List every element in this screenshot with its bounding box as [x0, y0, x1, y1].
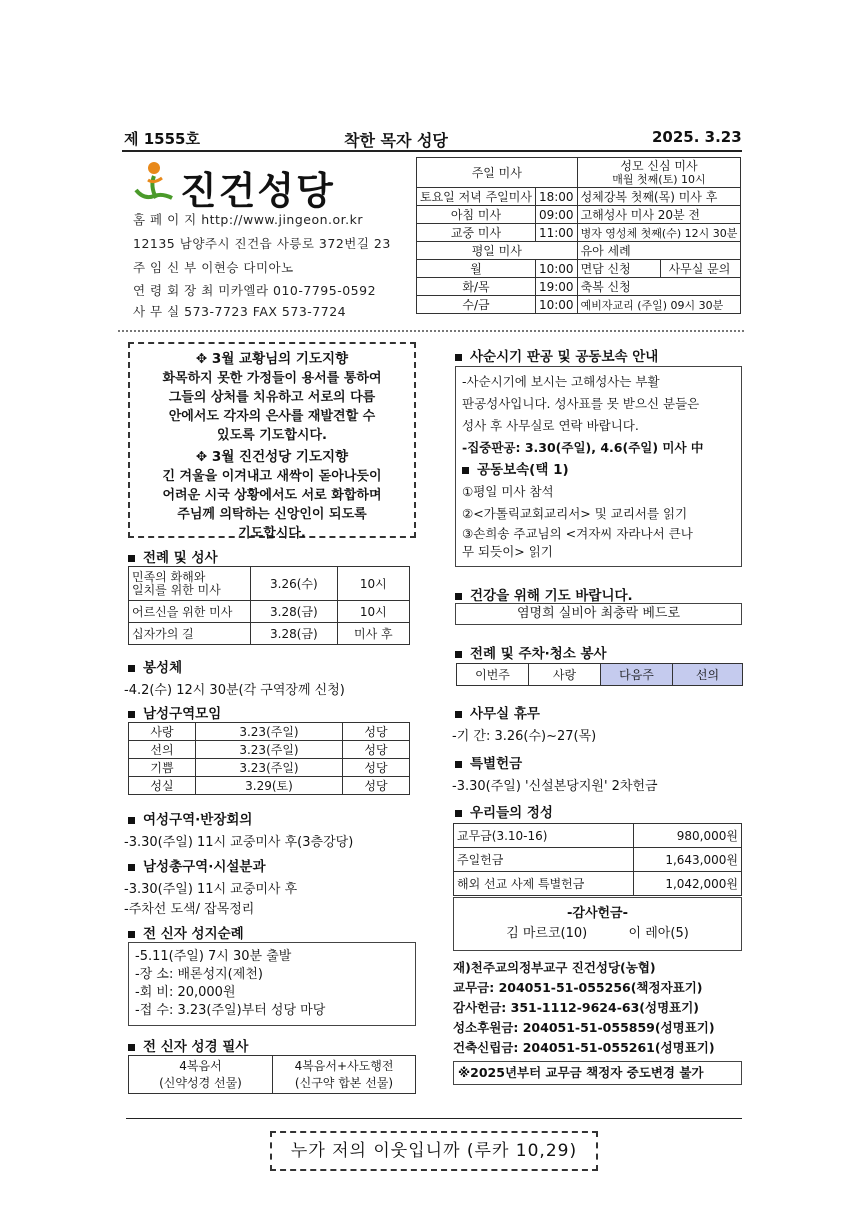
parking-table [456, 663, 743, 686]
penance-box [455, 366, 742, 567]
bible-option-nt: 4복음서 (신약성경 선물) [129, 1056, 273, 1094]
section-title-penance: 사순시기 판공 및 공동보속 안내 [455, 345, 658, 365]
liturgy-time: 10시 [337, 567, 409, 601]
weekday-day: 수/금 [417, 296, 536, 314]
logo-text: 진건성당 [180, 169, 335, 213]
bank-info [453, 958, 715, 1058]
prayer-line: 있도록 기도합시다. [217, 428, 327, 443]
weekday-time: 19:00 [535, 278, 577, 296]
liturgy-date: 3.28(금) [251, 601, 338, 623]
district-place: 성당 [343, 723, 410, 741]
parking-next-week-label: 다음주 [601, 664, 673, 686]
prayer-line: 기도합시다. [238, 526, 306, 541]
liturgy-date: 3.28(금) [251, 623, 338, 645]
male-general-line: -3.30(주일) 11시 교중미사 후 [124, 882, 298, 897]
mass-note: 병자 영성체 첫째(수) 12시 30분 [577, 224, 741, 242]
mass-name: 교중 미사 [417, 224, 536, 242]
footer-verse: 누가 저의 이웃입니까 (루카 10,29) [270, 1131, 598, 1171]
liturgy-name: 어르신을 위한 미사 [129, 601, 251, 623]
penance-schedule: -집중판공: 3.30(주일), 4.6(주일) 미사 中 [462, 440, 704, 455]
district-name: 선의 [129, 741, 196, 759]
district-place: 성당 [343, 741, 410, 759]
thanks-box [453, 897, 742, 951]
district-date: 3.23(주일) [195, 741, 342, 759]
section-title-male-district: 남성구역모임 [128, 702, 221, 722]
footer-divider [126, 1118, 742, 1119]
weekday-note: 면담 신청 [580, 262, 631, 276]
anointing-line: -4.2(수) 12시 30분(각 구역장께 신청) [124, 683, 345, 698]
mass-note: 고해성사 미사 20분 전 [577, 206, 741, 224]
liturgy-name: 민족의 화해와 일치를 위한 미사 [129, 567, 251, 601]
section-title-liturgy: 전례 및 성사 [128, 546, 218, 566]
mass-schedule-table [416, 157, 741, 314]
chairman-line: 연 령 회 장 최 미카엘라 010-7795-0592 [133, 283, 377, 298]
prayer-title-parish: 3월 진건성당 기도지향 [211, 449, 349, 465]
bible-table [128, 1055, 416, 1094]
weekday-time: 10:00 [535, 260, 577, 278]
homepage-line: 홈 페 이 지 http://www.jingeon.or.kr [133, 212, 364, 227]
penance-option: 무 되듯이> 읽기 [462, 544, 553, 559]
mass-time: 18:00 [535, 188, 577, 206]
bible-option-full: 4복음서+사도행전 (신구약 합본 선물) [273, 1056, 416, 1094]
pilgrimage-line: -장 소: 배론성지(제천) [135, 967, 263, 982]
weekday-note: 예비자교리 (주일) 09시 30분 [577, 296, 741, 314]
parish-title: 착한 목자 성당 [344, 131, 448, 150]
prayer-line: 긴 겨울을 이겨내고 새싹이 돋아나듯이 [162, 469, 382, 484]
district-date: 3.23(주일) [195, 723, 342, 741]
liturgy-time: 미사 후 [337, 623, 409, 645]
cross-icon: ✥ [195, 351, 212, 367]
district-name: 기쁨 [129, 759, 196, 777]
district-name: 성실 [129, 777, 196, 795]
penance-option: ①평일 미사 참석 [462, 484, 554, 499]
bank-notice: ※2025년부터 교무금 책정자 중도변경 불가 [453, 1061, 742, 1085]
prayer-line: 주님께 의탁하는 신앙인이 되도록 [177, 507, 367, 522]
penance-line: 성사 후 사무실로 연락 바랍니다. [462, 418, 639, 433]
weekday-day: 화/목 [417, 278, 536, 296]
parish-logo-icon [132, 160, 178, 204]
section-title-bible: 전 신자 성경 필사 [128, 1035, 248, 1055]
mass-name: 아침 미사 [417, 206, 536, 224]
parking-next-week-group: 선의 [673, 664, 743, 686]
male-general-line: -주차선 도색/ 잡목정리 [124, 902, 255, 917]
liturgy-table [128, 566, 410, 645]
pilgrimage-box [128, 942, 416, 1026]
section-divider [118, 330, 744, 332]
weekday-mass-header: 평일 미사 [417, 242, 578, 260]
bank-line: 감사헌금: 351-1112-9624-63(성명표기) [453, 1000, 700, 1015]
liturgy-time: 10시 [337, 601, 409, 623]
district-name: 사랑 [129, 723, 196, 741]
offering-name: 주일헌금 [454, 848, 634, 872]
offering-name: 해외 선교 사제 특별헌금 [454, 872, 634, 896]
weekday-note-cell [577, 260, 741, 278]
pilgrimage-line: -회 비: 20,000원 [135, 985, 236, 1000]
district-place: 성당 [343, 777, 410, 795]
section-title-parking: 전례 및 주차·청소 봉사 [455, 642, 607, 662]
offering-amount: 980,000원 [634, 824, 742, 848]
female-meeting-line: -3.30(주일) 11시 교중미사 후(3층강당) [124, 835, 354, 850]
bank-title: 재)천주교의정부교구 진건성당(농협) [453, 960, 656, 975]
district-date: 3.29(토) [195, 777, 342, 795]
weekday-note: 축복 신청 [577, 278, 741, 296]
mass-time: 11:00 [535, 224, 577, 242]
prayer-line: 화목하지 못한 가정들이 용서를 통하여 [162, 371, 382, 386]
mass-note: 성체강복 첫째(목) 미사 후 [577, 188, 741, 206]
bank-line: 교무금: 204051-51-055256(책정자표기) [453, 980, 703, 995]
mary-mass-cell [577, 158, 741, 188]
office-line: 사 무 실 573-7723 FAX 573-7724 [133, 304, 347, 319]
mary-mass-sub: 매월 첫째(토) 10시 [612, 172, 706, 186]
infant-baptism: 유아 세례 [577, 242, 741, 260]
office-closed-line: -기 간: 3.26(수)~27(목) [452, 729, 597, 744]
office-inquiry: 사무실 문의 [660, 260, 731, 277]
prayer-line: 어려운 시국 상황에서도 서로 화합하며 [162, 488, 382, 503]
liturgy-name: 십자가의 길 [129, 623, 251, 645]
header-divider [122, 150, 742, 152]
penance-line: 판공성사입니다. 성사표를 못 받으신 분들은 [462, 396, 700, 411]
bank-line: 성소후원금: 204051-51-055859(성명표기) [453, 1020, 715, 1035]
offering-amount: 1,643,000원 [634, 848, 742, 872]
offering-amount: 1,042,000원 [634, 872, 742, 896]
section-title-special: 특별헌금 [455, 752, 522, 772]
section-title-office-closed: 사무실 휴무 [455, 702, 540, 722]
prayer-line: 안에서도 각자의 은사를 재발견할 수 [168, 409, 376, 424]
district-place: 성당 [343, 759, 410, 777]
liturgy-date: 3.26(수) [251, 567, 338, 601]
thanks-title: -감사헌금- [566, 906, 629, 921]
weekday-day: 월 [417, 260, 536, 278]
prayer-intentions-box [128, 342, 416, 541]
male-district-table [128, 722, 410, 795]
parking-this-week-group: 사랑 [529, 664, 601, 686]
bank-line: 건축신립금: 204051-51-055261(성명표기) [453, 1040, 715, 1055]
section-title-female-meeting: 여성구역·반장회의 [128, 808, 252, 828]
district-date: 3.23(주일) [195, 759, 342, 777]
section-title-pilgrimage: 전 신자 성지순례 [128, 922, 244, 942]
prayer-line: 그들의 상처를 치유하고 서로의 다름 [168, 390, 376, 405]
penance-option: ③손희송 주교님의 <겨자씨 자라나서 큰나 [462, 526, 693, 541]
pilgrimage-line: -접 수: 3.23(주일)부터 성당 마당 [135, 1003, 326, 1018]
penance-group-title: 공동보속(택 1) [477, 462, 569, 478]
special-line: -3.30(주일) '신설본당지원' 2차헌금 [452, 779, 658, 794]
issue-date: 2025. 3.23 [652, 128, 742, 146]
issue-number: 제 1555호 [124, 130, 200, 148]
parking-this-week-label: 이번주 [457, 664, 529, 686]
mass-time: 09:00 [535, 206, 577, 224]
penance-line: -사순시기에 보시는 고해성사는 부활 [462, 374, 660, 389]
offerings-table [453, 823, 742, 896]
section-title-offerings: 우리들의 정성 [455, 801, 553, 821]
address-line: 12135 남양주시 진건읍 사릉로 372번길 23 [133, 236, 391, 251]
health-names: 염명희 실비아 최충락 베드로 [455, 603, 742, 625]
section-title-anointing: 봉성체 [128, 656, 182, 676]
penance-option: ②<가톨릭교회교리서> 및 교리서를 읽기 [462, 506, 688, 521]
cross-icon: ✥ [195, 449, 212, 465]
section-title-male-general: 남성총구역·시설분과 [128, 855, 266, 875]
sunday-mass-header: 주일 미사 [417, 158, 578, 188]
pilgrimage-line: -5.11(주일) 7시 30분 출발 [135, 949, 292, 964]
mass-name: 토요일 저녁 주일미사 [417, 188, 536, 206]
thanks-names: 김 마르코(10) 이 레아(5) [506, 926, 689, 941]
weekday-time: 10:00 [535, 296, 577, 314]
section-title-health: 건강을 위해 기도 바랍니다. [455, 584, 633, 604]
mary-mass-title: 성모 신심 미사 [620, 158, 698, 173]
offering-name: 교무금(3.10-16) [454, 824, 634, 848]
prayer-title-pope: 3월 교황님의 기도지향 [211, 351, 349, 367]
pastor-line: 주 임 신 부 이현승 다미아노 [133, 260, 294, 275]
